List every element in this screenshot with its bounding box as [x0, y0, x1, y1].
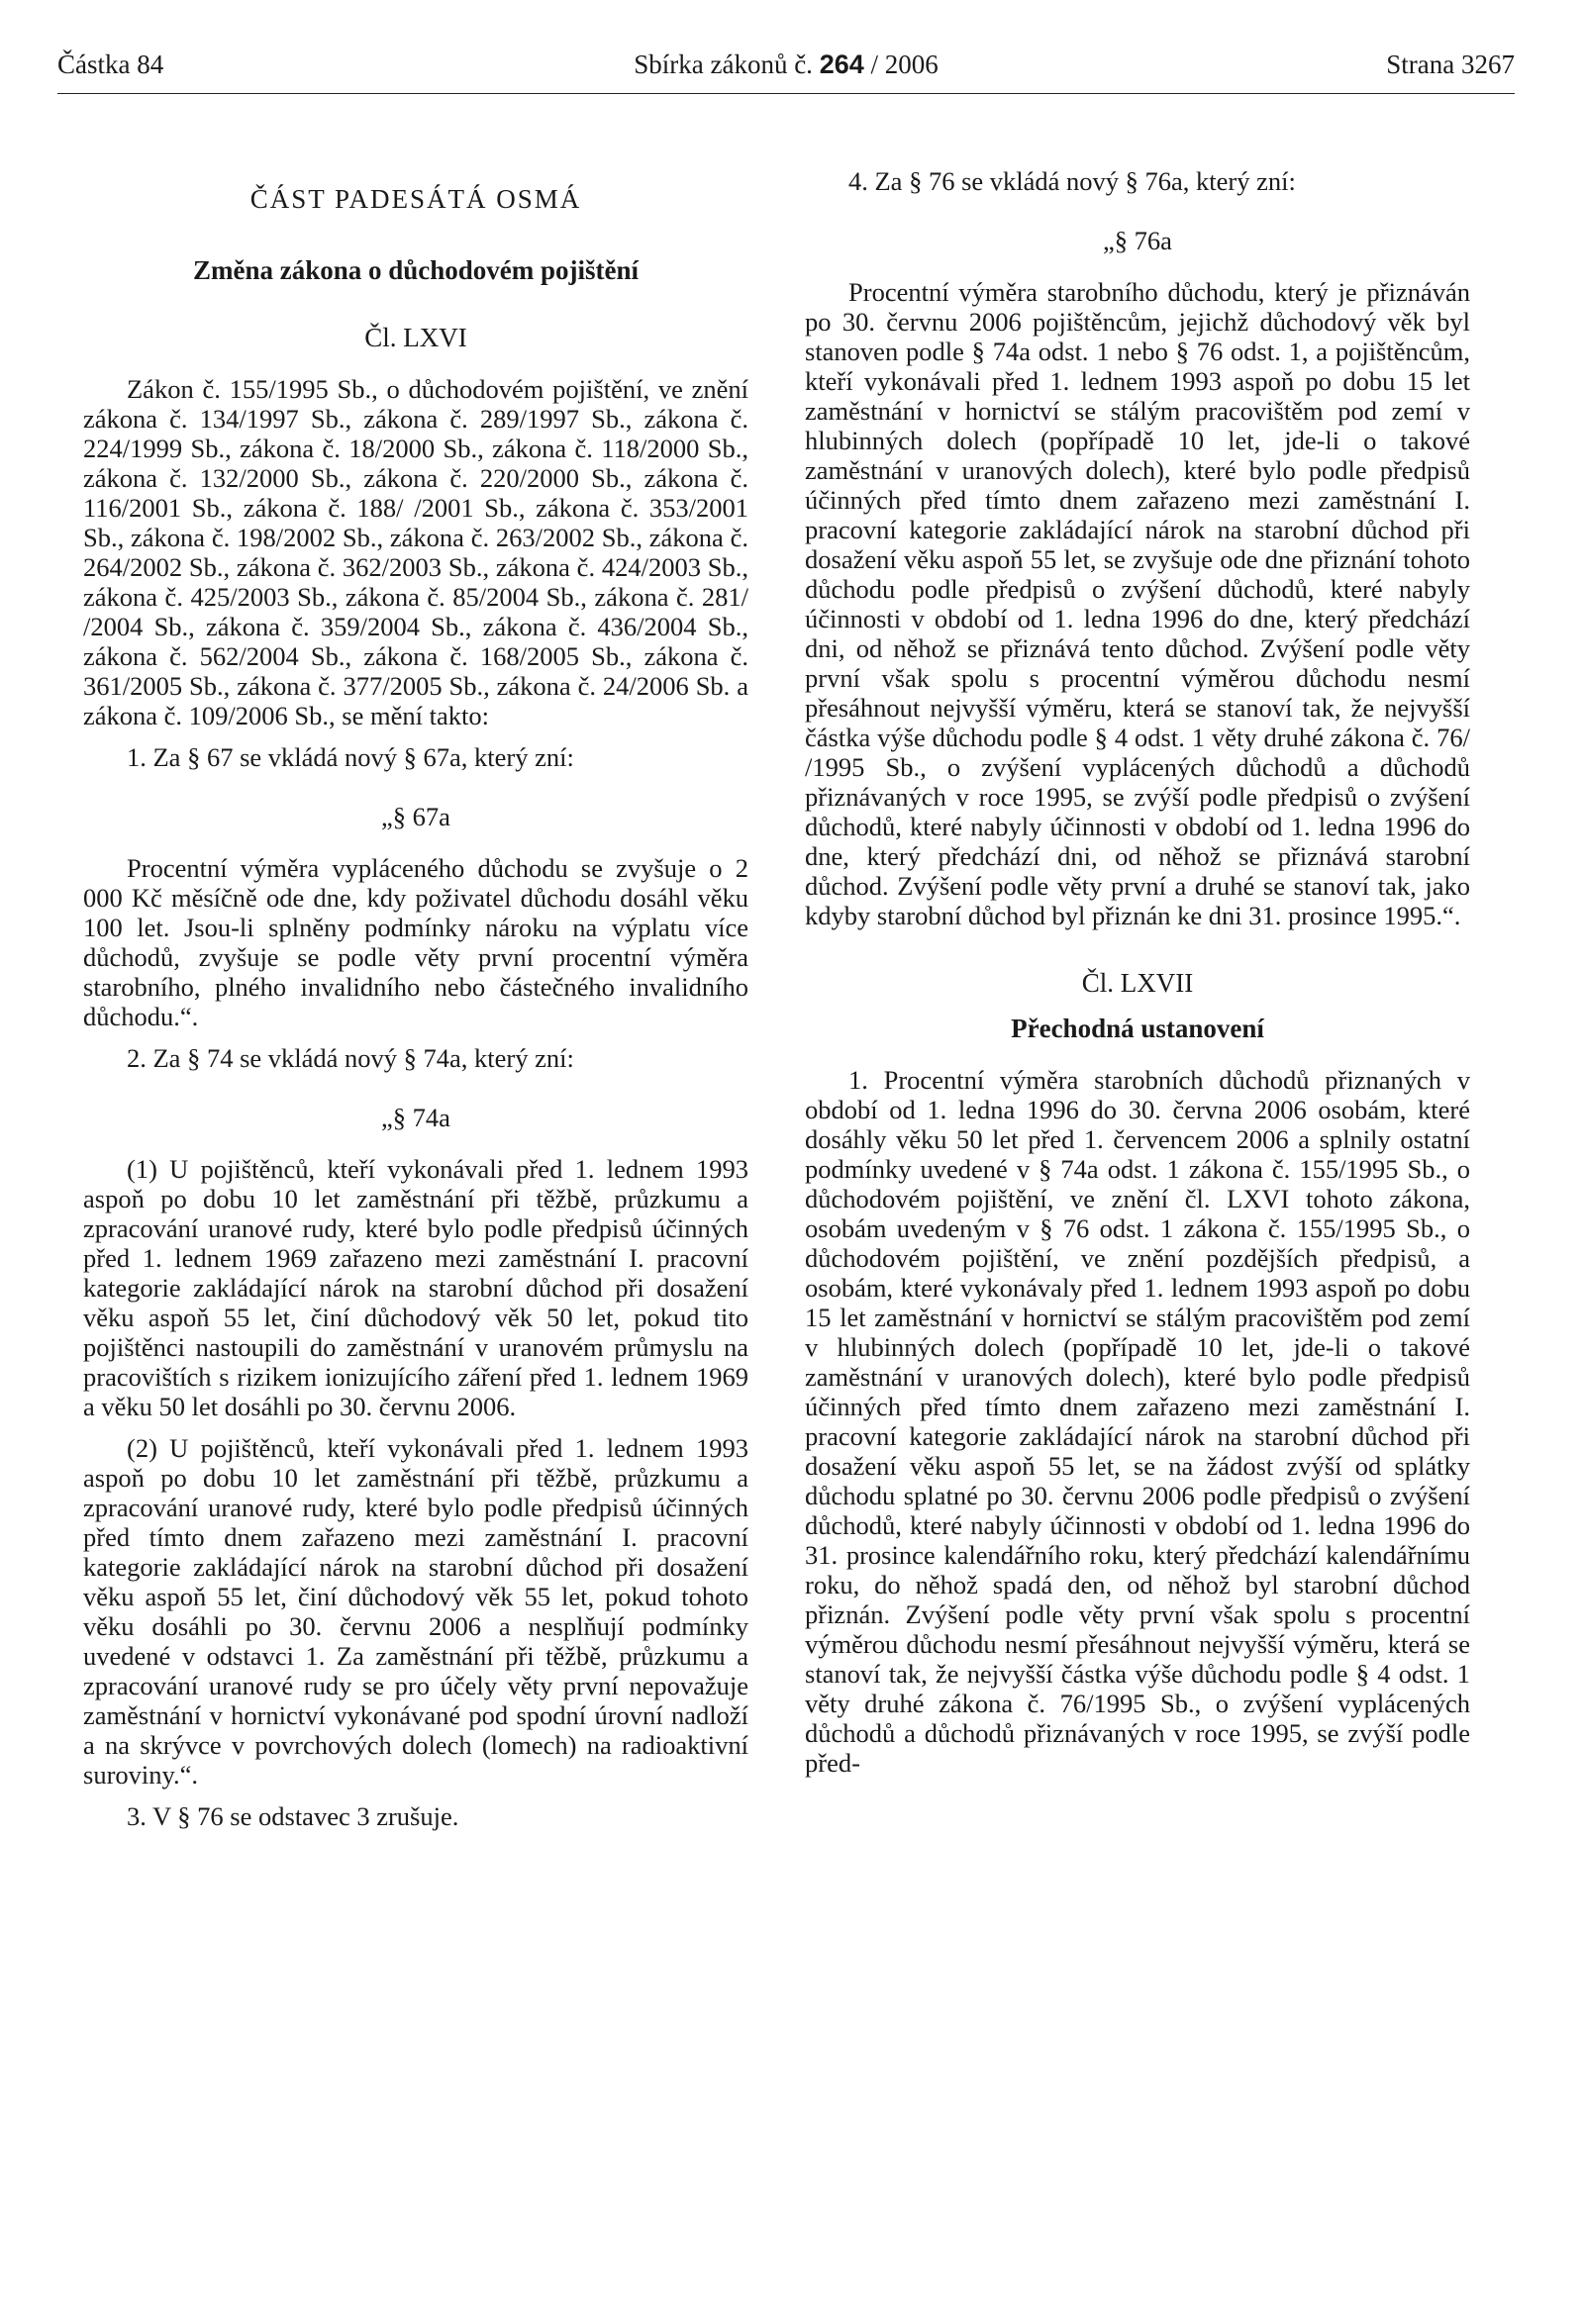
section-74a-paragraph-2: (2) U pojištěnců, kteří vykonávali před 1. lednem 1993 aspoň po dobu 10 let zaměstnání při těžbě, průzkumu a zpracování uranové rudy, které bylo podle předpisů účinných před tímto dnem zařazeno mezi zaměstnání I. pracovní kategorie zakládající nárok na starobní důchod při dosažení věku aspoň 55 let, činí důchodový věk 55 let, pokud tohoto věku dosáhli po 30. červnu 2006 a nesplňují podmínky uvedené v odstavci 1. Za zaměstnání při těžbě, průzkumu a zpracování uranové rudy se pro účely věty první nepovažuje zaměstnání v hornictví vykonávané pod spodní úrovní nadloží a na skrývce v povrchových dolech (lomech) na radioaktivní suroviny.“. — [83, 1433, 748, 1790]
section-76a-heading: „§ 76a — [1103, 226, 1172, 255]
section-74a-heading: „§ 74a — [381, 1103, 450, 1132]
section-76a-text: Procentní výměra starobního důchodu, který je přiznáván po 30. červnu 2006 pojištěncům, jejichž důchodový věk byl stanoven podle § 74a odst. 1 nebo § 76 odst. 1, a pojištěncům, kteří vykonávali před 1. lednem 1993 aspoň po dobu 15 let zaměstnání v hornictví se stálým pracovištěm pod zemí v hlubinných dolech (popřípadě 10 let, jde-li o takové zaměstnání v uranových dolech), které bylo podle předpisů účinných před tímto dnem zařazeno mezi zaměstnání I. pracovní kategorie zakládající nárok na starobní důchod při dosažení věku aspoň 55 let, se zvyšuje ode dne přiznání tohoto důchodu podle předpisů o zvýšení důchodů, které nabyly účinnosti v období od 1. ledna 1996 do dne, který předchází dni, od něhož se přiznává tento důchod. Zvýšení podle věty první však spolu s procentní výměrou důchodu nesmí přesáhnout nejvyšší výměru, která se stanoví tak, že nejvyšší částka výše důchodu podle § 4 odst. 1 věty druhé zákona č. 76/ /1995 Sb., o zvýšení vyplácených důchodů a důchodů přiznávaných v roce 1995, se zvýší podle předpisů o zvýšení důchodů, které nabyly účinnosti v období od 1. ledna 1996 do dne, který předchází dni, od něhož se přiznává starobní důchod. Zvýšení podle věty první a druhé se stanoví tak, jako kdyby starobní důchod byl přiznán ke dni 31. prosince 1995.“. — [805, 277, 1470, 930]
amendment-item-2: 2. Za § 74 se vkládá nový § 74a, který zní: — [127, 1043, 574, 1073]
left-column — [83, 166, 748, 1831]
collection-year: / 2006 — [870, 49, 939, 79]
section-67a-text: Procentní výměra vypláceného důchodu se zvyšuje o 2 000 Kč měsíčně ode dne, kdy poživatel důchodu dosáhl věku 100 let. Jsou-li splněny podmínky nároku na výplatu více důchodů, zvyšuje se podle věty první procentní výměra starobního, plného invalidního nebo částečného invalidního důchodu.“. — [83, 853, 748, 1031]
issue-part: Částka 84 — [57, 49, 164, 79]
transitional-paragraph-1: 1. Procentní výměra starobních důchodů přiznaných v období od 1. ledna 1996 do 30. června 2006 osobám, které dosáhly věku 50 let před 1. červencem 2006 a splnily ostatní podmínky uvedené v § 74a odst. 1 zákona č. 155/1995 Sb., o důchodovém pojištění, ve znění čl. LXVI tohoto zákona, osobám uvedeným v § 76 odst. 1 zákona č. 155/1995 Sb., o důchodovém pojištění, ve znění pozdějších předpisů, a osobám, které vykonávaly před 1. lednem 1993 aspoň po dobu 15 let zaměstnání v hornictví se stálým pracovištěm pod zemí v hlubinných dolech (popřípadě 10 let, jde-li o takové zaměstnání v uranových dolech), které bylo podle předpisů účinných před tímto dnem zařazeno mezi zaměstnání I. pracovní kategorie zakládající nárok na starobní důchod při dosažení věku aspoň 55 let, se na žádost zvýší od splátky důchodu splatné po 30. červnu 2006 podle předpisů o zvýšení důchodů, které nabyly účinnosti v období od 1. ledna 1996 do 31. prosince kalendářního roku, který předchází kalendářnímu roku, do něhož spadá den, od něhož byl starobní důchod přiznán. Zvýšení podle věty první však spolu s procentní výměrou důchodu nesmí přesáhnout nejvyšší výměru, která se stanoví tak, že nejvyšší částka výše důchodu podle § 4 odst. 1 věty druhé zákona č. 76/1995 Sb., o zvýšení vyplácených důchodů a důchodů přiznávaných v roce 1995, se zvýší podle před- — [805, 1065, 1470, 1778]
amendment-intro: Zákon č. 155/1995 Sb., o důchodovém pojištění, ve znění zákona č. 134/1997 Sb., zákona č. 289/1997 Sb., zákona č. 224/1999 Sb., zákona č. 18/2000 Sb., zákona č. 118/2000 Sb., zákona č. 132/2000 Sb., zákona č. 220/2000 Sb., zákona č. 116/2001 Sb., zákona č. 188/ /2001 Sb., zákona č. 353/2001 Sb., zákona č. 198/2002 Sb., zákona č. 263/2002 Sb., zákona č. 264/2002 Sb., zákona č. 362/2003 Sb., zákona č. 424/2003 Sb., zákona č. 425/2003 Sb., zákona č. 85/2004 Sb., zákona č. 281/ /2004 Sb., zákona č. 359/2004 Sb., zákona č. 436/2004 Sb., zákona č. 562/2004 Sb., zákona č. 168/2005 Sb., zákona č. 361/2005 Sb., zákona č. 377/2005 Sb., zákona č. 24/2006 Sb. a zákona č. 109/2006 Sb., se mění takto: — [83, 374, 748, 730]
part-title: ČÁST PADESÁTÁ OSMÁ — [249, 184, 582, 214]
page-header — [57, 49, 1515, 94]
part-subtitle: Změna zákona o důchodovém pojištění — [192, 255, 640, 285]
article-heading: Čl. LXVI — [364, 323, 467, 352]
section-74a-paragraph-1: (1) U pojištěnců, kteří vykonávali před 1. lednem 1993 aspoň po dobu 10 let zaměstnání při těžbě, průzkumu a zpracování uranové rudy, které bylo podle předpisů účinných před 1. lednem 1969 zařazeno mezi zaměstnání I. pracovní kategorie zakládající nárok na starobní důchod při dosažení věku aspoň 55 let, činí důchodový věk 50 let, pokud tito pojištěnci nastoupili do zaměstnání v uranovém průmyslu na pracovištích s rizikem ionizujícího záření před 1. lednem 1969 a věku 50 let dosáhli po 30. červnu 2006. — [83, 1154, 748, 1421]
amendment-item-1: 1. Za § 67 se vkládá nový § 67a, který zní: — [127, 742, 574, 772]
amendment-item-3: 3. V § 76 se odstavec 3 zrušuje. — [127, 1801, 459, 1831]
amendment-item-4: 4. Za § 76 se vkládá nový § 76a, který zní: — [848, 166, 1296, 196]
page-number: Strana 3267 — [1386, 49, 1515, 79]
transitional-provisions-heading: Přechodná ustanovení — [1011, 1014, 1264, 1043]
collection-prefix: Sbírka zákonů č. — [634, 49, 813, 79]
right-column — [805, 166, 1470, 1778]
section-67a-heading: „§ 67a — [381, 802, 450, 831]
collection-number: 264 — [819, 49, 864, 79]
article-heading-2: Čl. LXVII — [1081, 968, 1194, 998]
collection-title — [57, 49, 1515, 80]
